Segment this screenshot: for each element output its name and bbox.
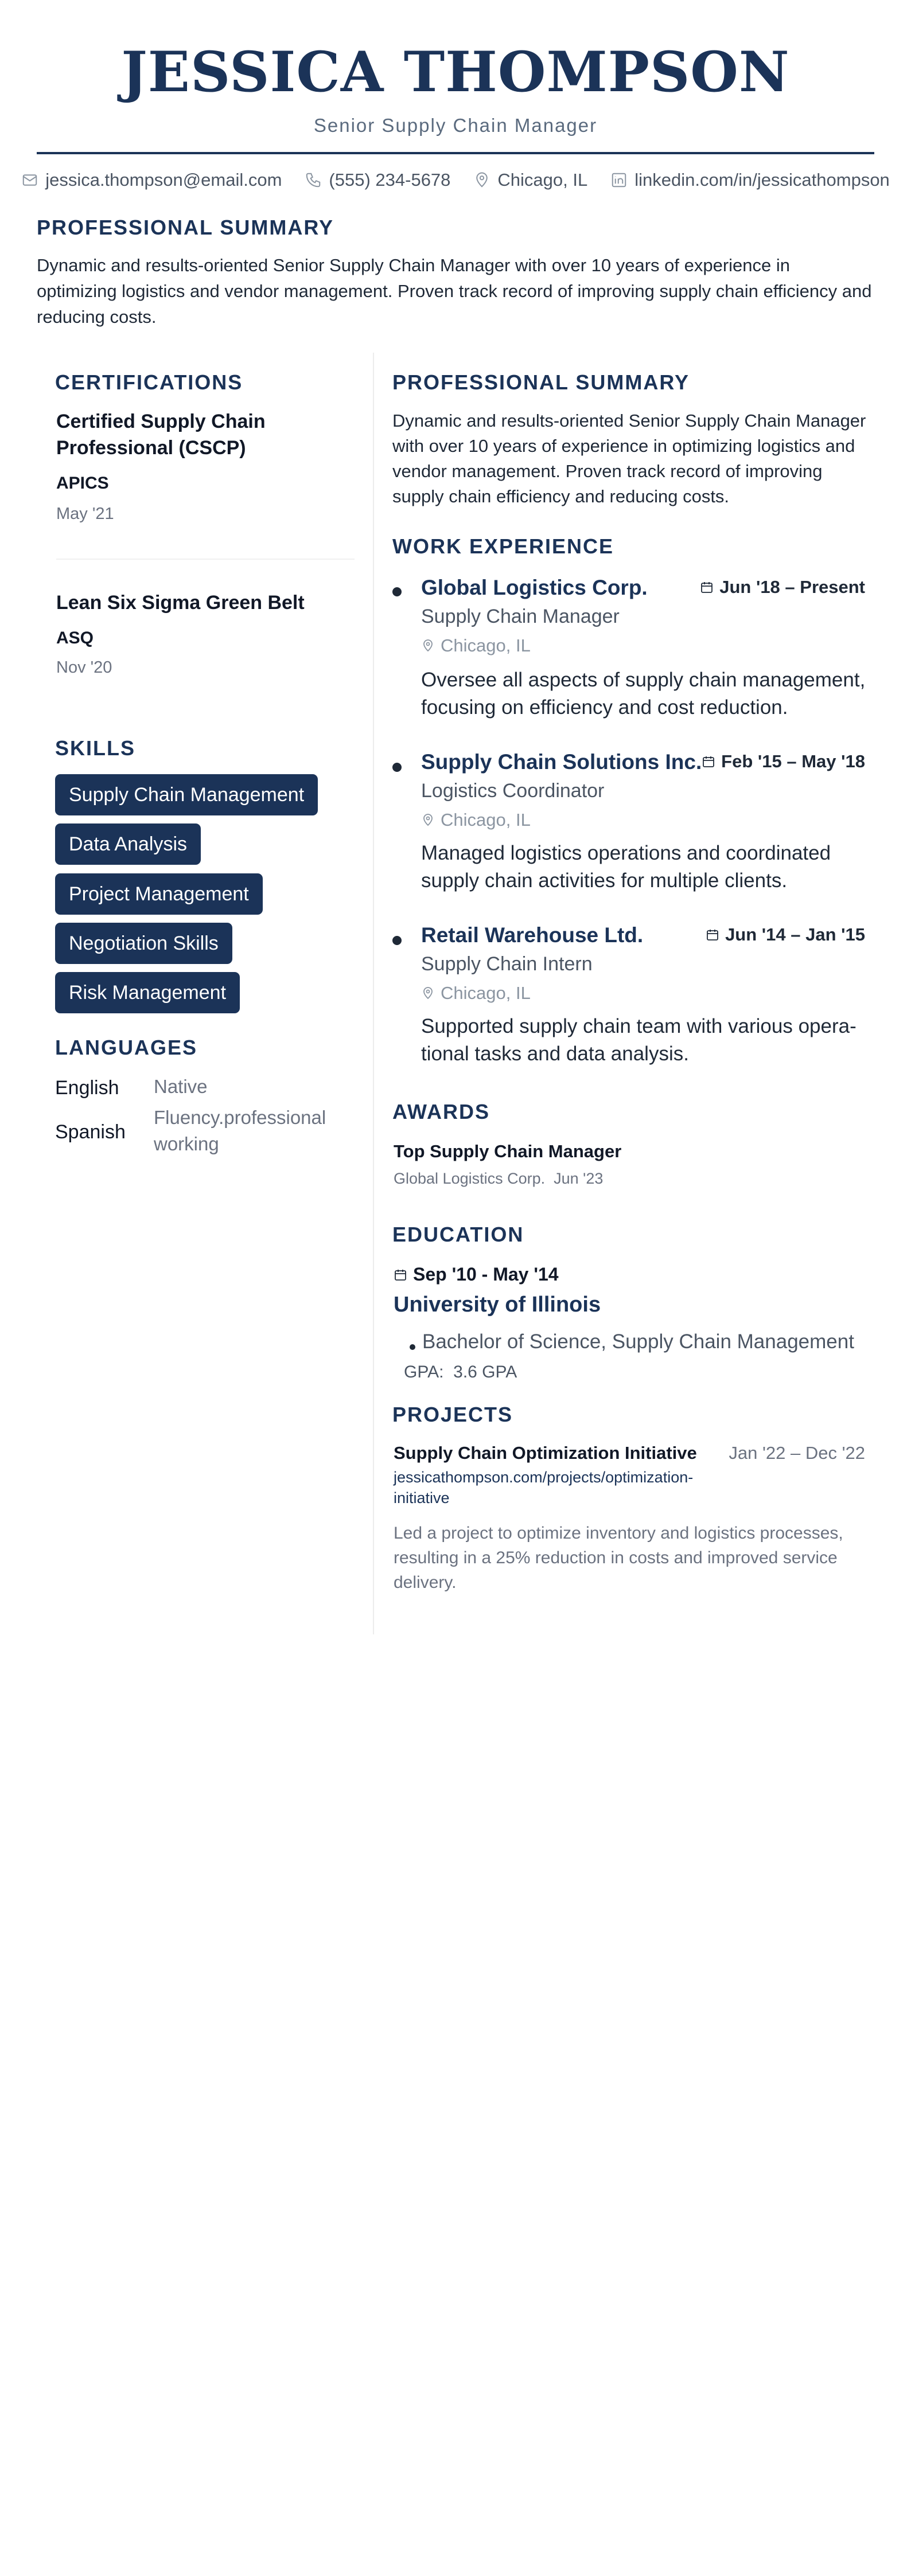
job-dates <box>702 751 865 772</box>
candidate-name: JESSICA THOMPSON <box>121 40 790 104</box>
language-name: Spanish <box>55 1121 126 1143</box>
column-divider <box>373 353 374 1634</box>
map-pin-icon <box>421 639 435 653</box>
calendar-icon <box>702 755 715 768</box>
job-bullet <box>392 936 402 945</box>
calendar-icon <box>394 1268 407 1282</box>
phone-icon <box>305 171 322 189</box>
skill-chip: Data Analysis <box>55 823 201 865</box>
cert-separator <box>56 559 355 560</box>
job-description: Supported supply chain team with various opera- tional tasks and data analysis. <box>421 1015 857 1065</box>
award-name: Top Supply Chain Manager <box>394 1141 622 1161</box>
job-dates-text: Jun '14 – Jan '15 <box>725 924 865 944</box>
job-title: Logistics Coordinator <box>421 780 605 802</box>
summary-top-title: PROFESSIONAL SUMMARY <box>37 216 334 239</box>
language-level: Fluency.professional working <box>154 1107 326 1154</box>
contact-linkedin[interactable] <box>610 170 890 190</box>
contact-bar <box>0 170 911 190</box>
cert-name-1: Certified Supply Chain Professional (CSCP) <box>56 411 266 459</box>
degree-bullet <box>410 1344 415 1350</box>
project-link[interactable]: jessicathompson.com/projects/optimization-initiative <box>394 1469 694 1506</box>
contact-location <box>473 170 587 190</box>
gpa-value: 3.6 GPA <box>453 1363 517 1381</box>
job-company: Retail Warehouse Ltd. <box>421 923 644 947</box>
award-issuer: Global Logistics Corp. <box>394 1170 546 1187</box>
skill-chip: Negotiation Skills <box>55 923 232 964</box>
calendar-icon <box>700 580 714 594</box>
education-dates <box>394 1264 559 1285</box>
project-dates: Jan '22 – Dec '22 <box>729 1443 865 1463</box>
job-location-text: Chicago, IL <box>441 810 531 830</box>
education-dates-text: Sep '10 - May '14 <box>413 1264 559 1285</box>
linkedin-icon <box>610 171 628 189</box>
contact-phone-text: (555) 234-5678 <box>329 170 451 190</box>
job-description: Managed logistics operations and coordinated supply chain activities for multiple clients. <box>421 842 831 892</box>
job-company: Supply Chain Solutions Inc. <box>421 750 702 774</box>
education-gpa <box>404 1363 517 1382</box>
job-dates <box>706 924 865 945</box>
cert-issuer-2: ASQ <box>56 629 94 647</box>
contact-phone[interactable] <box>305 170 450 190</box>
contact-email-text: jessica.thompson@email.com <box>45 170 282 190</box>
contact-email[interactable] <box>21 170 282 190</box>
job-dates <box>700 577 865 598</box>
map-pin-icon <box>473 171 490 189</box>
job-location-text: Chicago, IL <box>441 635 531 655</box>
job-location <box>421 983 531 1004</box>
summary-right-text: Dynamic and results-oriented Senior Supply Chain Manager with over 10 years of experience in optimizing logistics and vendor management. Proven track record of improving supply chain efficiency and reducing costs. <box>392 411 866 506</box>
job-location <box>421 810 531 830</box>
job-location <box>421 635 531 656</box>
job-location-text: Chicago, IL <box>441 983 531 1003</box>
education-title: EDUCATION <box>392 1223 524 1246</box>
candidate-role: Senior Supply Chain Manager <box>313 115 598 136</box>
language-name: English <box>55 1077 119 1099</box>
language-level: Native <box>154 1076 208 1097</box>
job-description: Oversee all aspects of supply chain management, focusing on efficiency and cost reduction. <box>421 669 866 719</box>
job-company: Global Logistics Corp. <box>421 576 648 599</box>
education-degree: Bachelor of Science, Supply Chain Management <box>422 1330 854 1353</box>
job-dates-text: Feb '15 – May '18 <box>721 751 865 771</box>
project-name: Supply Chain Optimization Initiative <box>394 1443 697 1463</box>
award-date: Jun '23 <box>554 1170 604 1187</box>
contact-location-text: Chicago, IL <box>497 170 588 190</box>
envelope-icon <box>21 171 38 189</box>
skill-chip: Risk Management <box>55 972 240 1013</box>
certifications-title: CERTIFICATIONS <box>55 370 243 394</box>
skill-chip: Supply Chain Management <box>55 774 318 815</box>
summary-top-text: Dynamic and results-oriented Senior Supply Chain Manager with over 10 years of experience in optimizing logistics and vendor management. Proven track record of improving supply chain efficiency and reducing costs. <box>37 255 872 327</box>
cert-name-2: Lean Six Sigma Green Belt <box>56 592 305 614</box>
job-title: Supply Chain Intern <box>421 953 593 975</box>
calendar-icon <box>706 928 719 942</box>
cert-issuer-1: APICS <box>56 474 109 493</box>
summary-right-title: PROFESSIONAL SUMMARY <box>392 370 690 394</box>
project-description: Led a project to optimize inventory and logistics processes, resulting in a 25% reduction in costs and improved service delivery. <box>394 1524 843 1592</box>
awards-title: AWARDS <box>392 1100 490 1123</box>
job-bullet <box>392 763 402 772</box>
award-meta <box>394 1170 603 1188</box>
cert-date-2: Nov '20 <box>56 658 112 677</box>
education-school: University of Illinois <box>394 1293 601 1317</box>
job-bullet <box>392 587 402 596</box>
cert-date-1: May '21 <box>56 505 114 523</box>
languages-title: LANGUAGES <box>55 1036 198 1059</box>
projects-title: PROJECTS <box>392 1403 513 1426</box>
experience-title: WORK EXPERIENCE <box>392 534 614 558</box>
job-dates-text: Jun '18 – Present <box>719 577 865 597</box>
skill-chip: Project Management <box>55 873 263 915</box>
job-title: Supply Chain Manager <box>421 606 620 627</box>
map-pin-icon <box>421 813 435 827</box>
skills-title: SKILLS <box>55 736 136 760</box>
contact-linkedin-text: linkedin.com/in/jessicathompson <box>634 170 890 190</box>
gpa-label: GPA: <box>404 1363 444 1381</box>
map-pin-icon <box>421 986 435 1000</box>
header-divider <box>37 152 874 154</box>
